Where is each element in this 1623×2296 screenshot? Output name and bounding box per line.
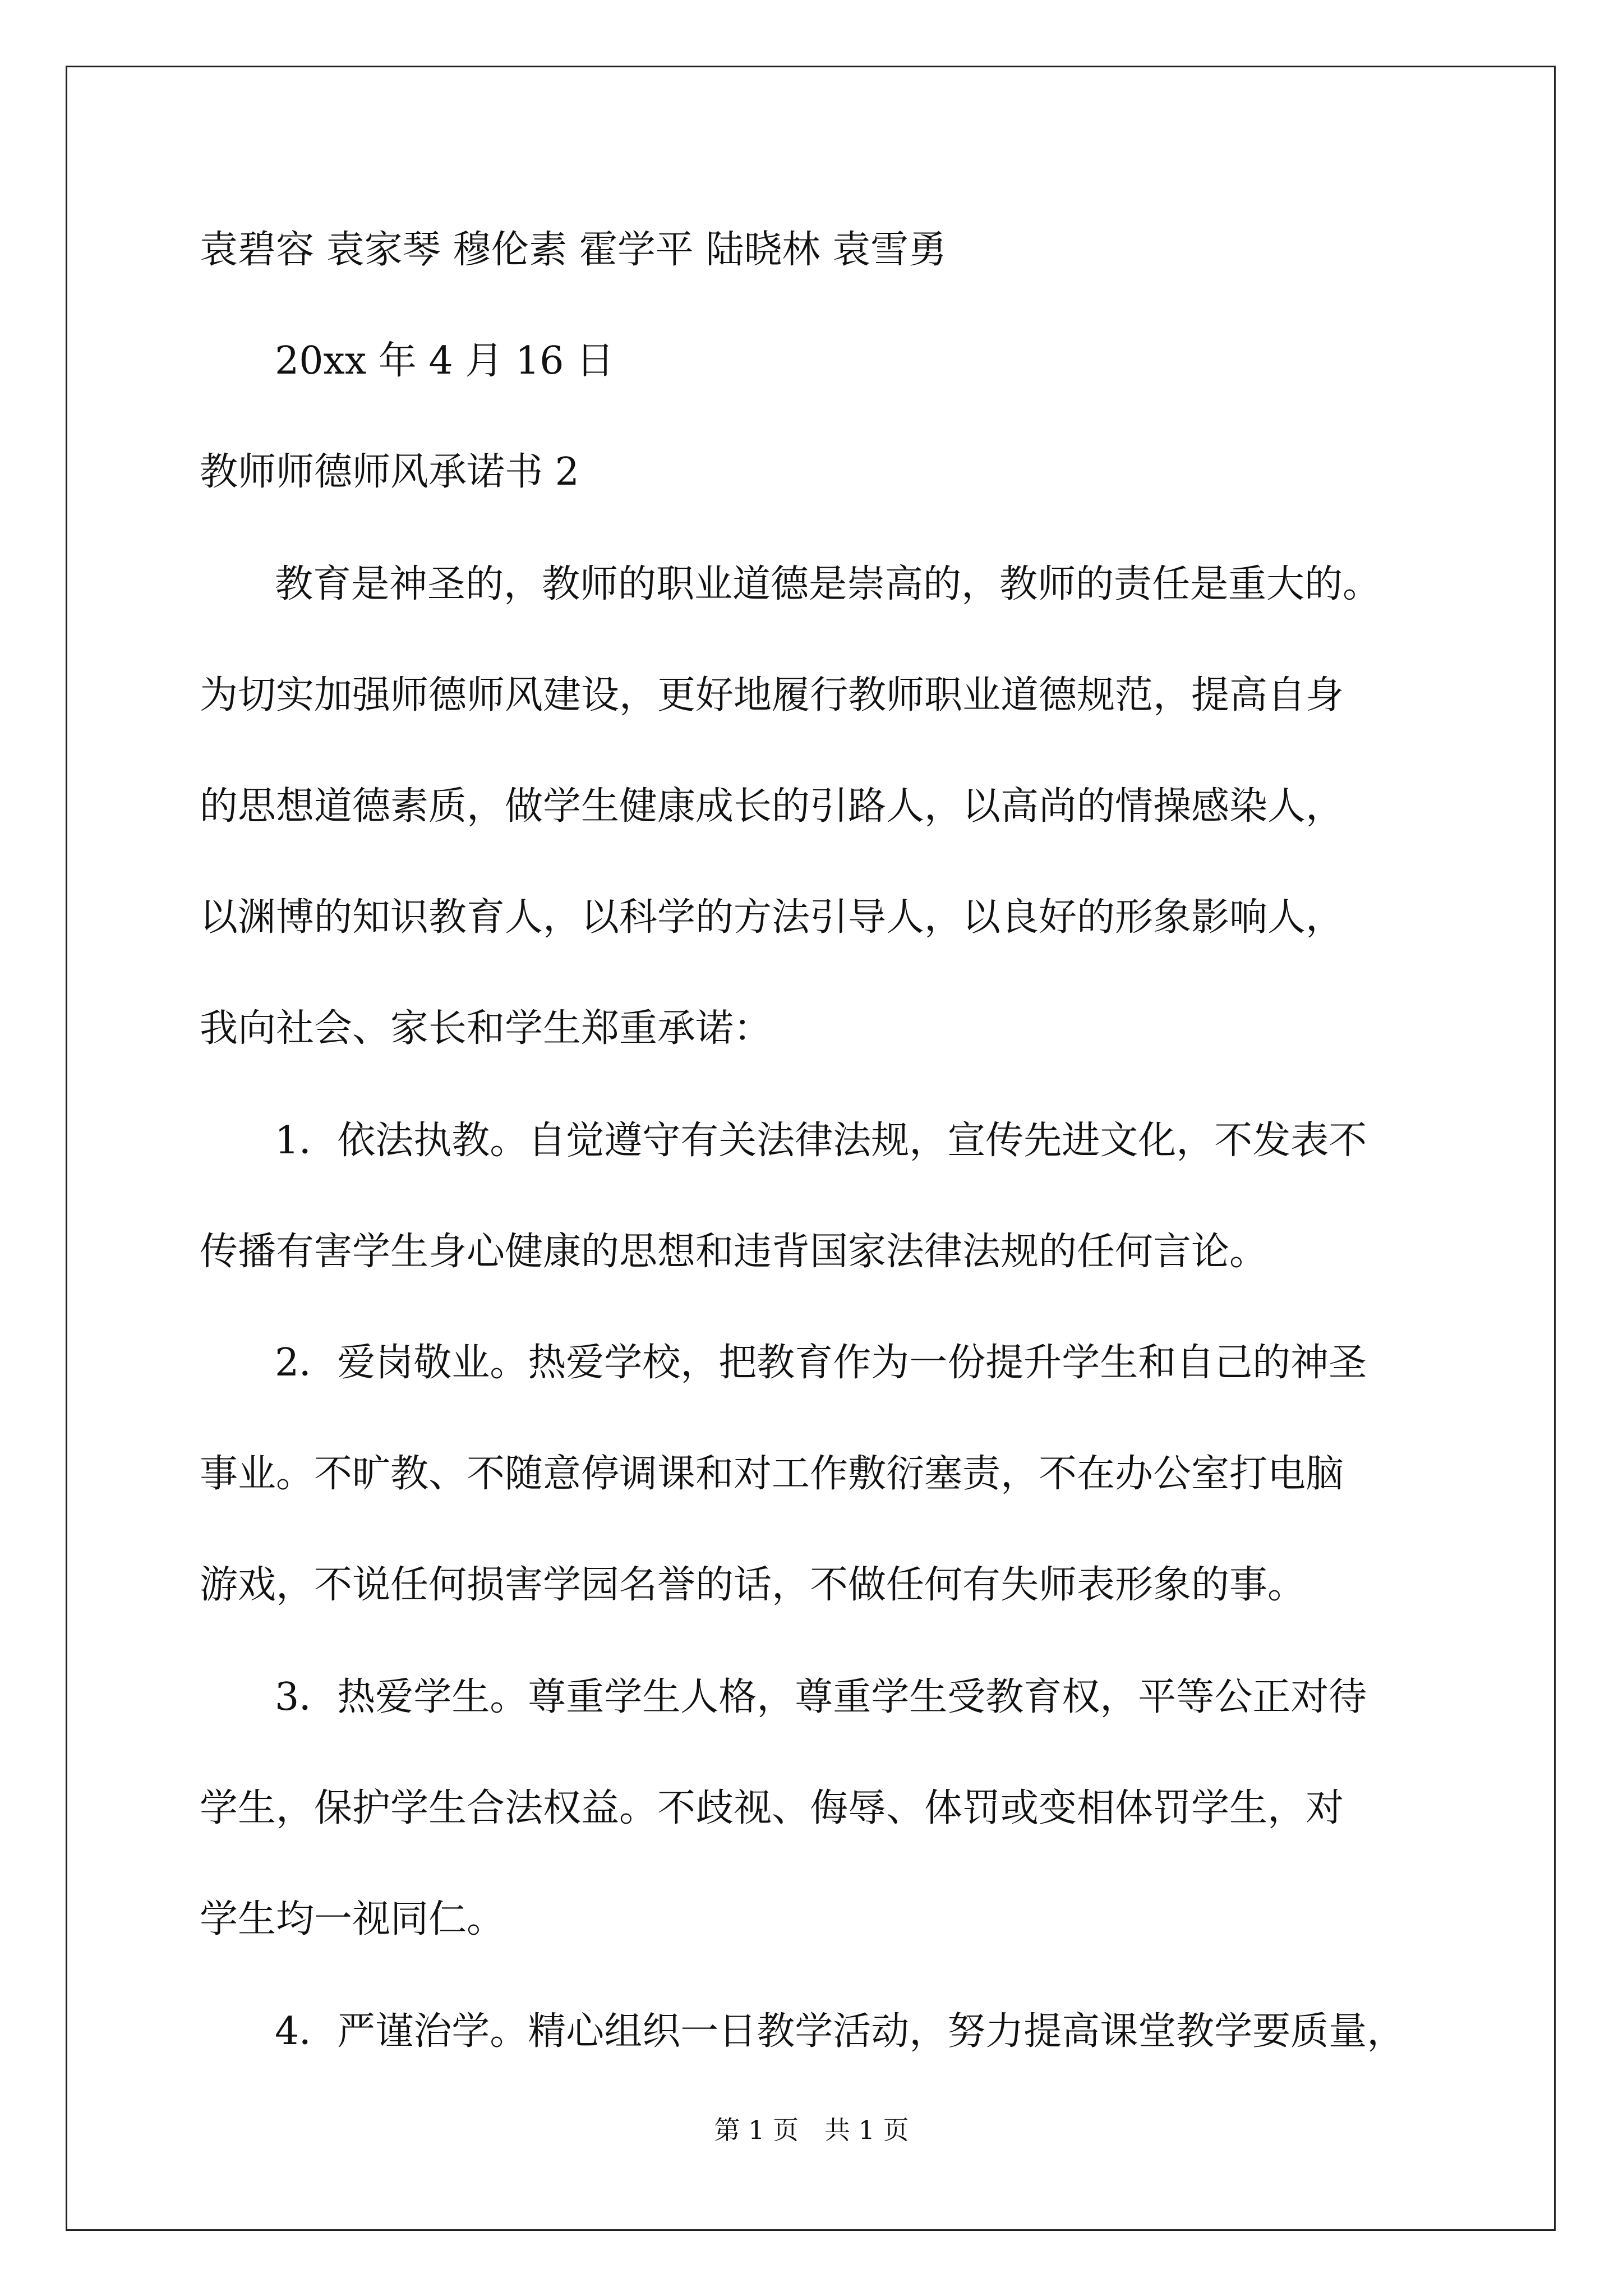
body-line: 游戏，不说任何损害学园名誉的话，不做任何有失师表形象的事。 <box>200 1563 1306 1607</box>
body-line: 我向社会、家长和学生郑重承诺： <box>200 1006 772 1051</box>
body-line: 的思想道德素质，做学生健康成长的引路人，以高尚的情操感染人， <box>200 784 1344 829</box>
date: 20xx 年 4 月 16 日 <box>275 339 615 383</box>
body-line: 为切实加强师德师风建设，更好地履行教师职业道德规范，提高自身 <box>200 673 1344 717</box>
body-line: 学生，保护学生合法权益。不歧视、侮辱、体罚或变相体罚学生，对 <box>200 1786 1344 1830</box>
body-line: 1．依法执教。自觉遵守有关法律法规，宣传先进文化，不发表不 <box>275 1119 1367 1163</box>
body-line: 3．热爱学生。尊重学生人格，尊重学生受教育权，平等公正对待 <box>275 1675 1367 1719</box>
document-title: 教师师德师风承诺书 2 <box>200 450 579 494</box>
page-footer: 第 1 页 共 1 页 <box>714 2115 909 2145</box>
body-line: 以渊博的知识教育人，以科学的方法引导人，以良好的形象影响人， <box>200 895 1344 940</box>
body-line: 教育是神圣的，教师的职业道德是崇高的，教师的责任是重大的。 <box>275 562 1381 606</box>
body-line: 传播有害学生身心健康的思想和违背国家法律法规的任何言论。 <box>200 1230 1268 1274</box>
body-line: 2．爱岗敬业。热爱学校，把教育作为一份提升学生和自己的神圣 <box>275 1341 1367 1385</box>
signatories: 袁碧容 袁家琴 穆伦素 霍学平 陆晓林 袁雪勇 <box>200 228 947 272</box>
body-line: 事业。不旷教、不随意停调课和对工作敷衍塞责，不在办公室打电脑 <box>200 1452 1344 1496</box>
body-line: 4．严谨治学。精心组织一日教学活动，努力提高课堂教学要质量， <box>275 2009 1405 2054</box>
body-line: 学生均一视同仁。 <box>200 1897 505 1941</box>
